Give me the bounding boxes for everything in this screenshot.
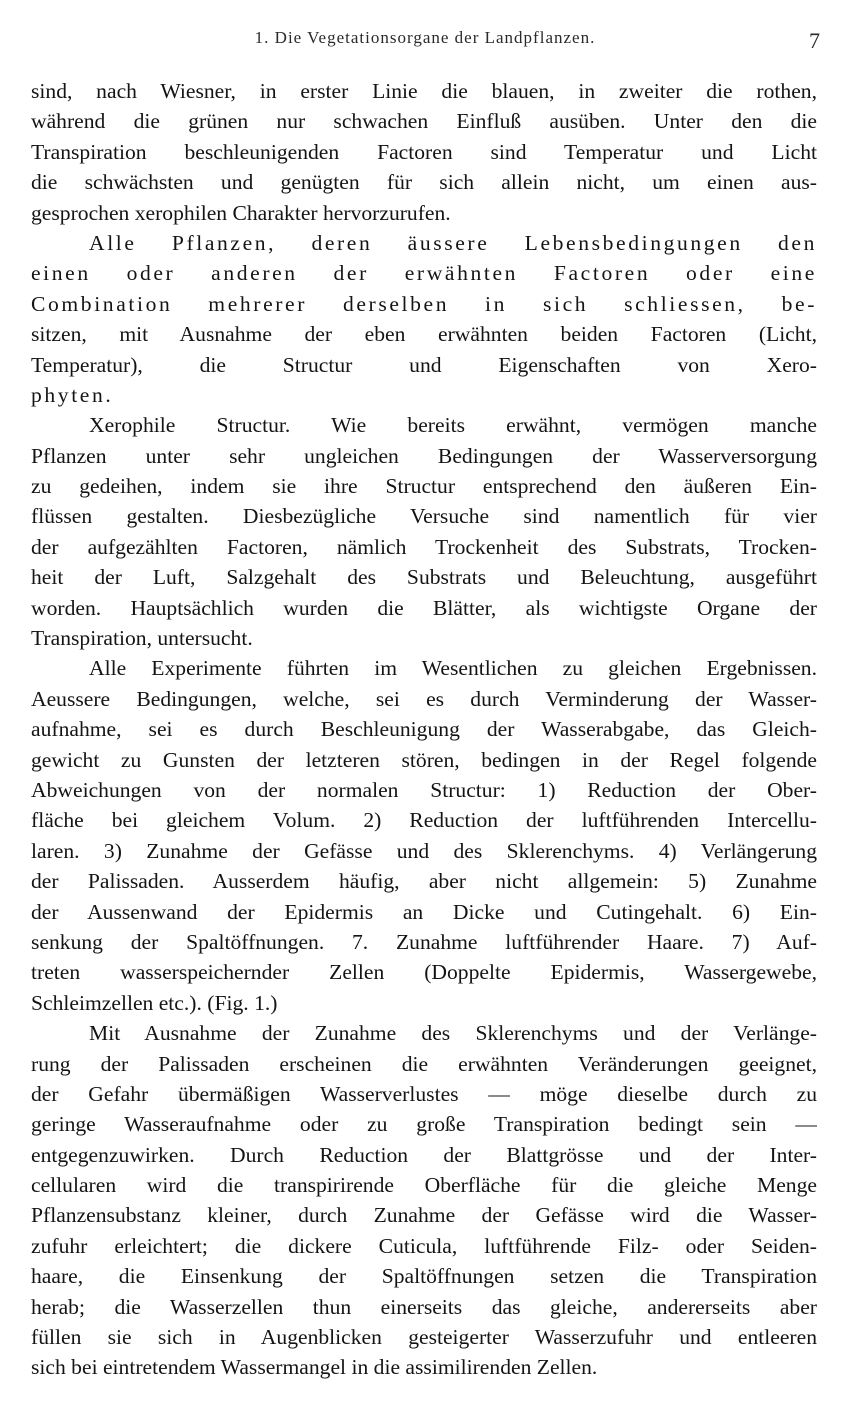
text-line: Transpiration, untersucht. xyxy=(31,626,253,651)
text-line: Abweichungen von der normalen Structur: 1) Reduction der Ober- xyxy=(31,777,817,802)
text-line: Alle Experimente führten im Wesentlichen zu gleichen Ergebnissen. xyxy=(89,656,817,681)
text-line: sind, nach Wiesner, in erster Linie die blauen, in zweiter die rothen, xyxy=(31,79,817,103)
text-line: fläche bei gleichem Volum. 2) Reduction der luftführenden Intercellu- xyxy=(31,808,817,833)
text-line: laren. 3) Zunahme der Gefässe und des Sklerenchyms. 4) Verlängerung xyxy=(31,838,817,863)
text-line: die schwächsten und genügten für sich allein nicht, um einen aus- xyxy=(31,170,817,195)
text-line: Aeussere Bedingungen, welche, sei es durch Verminderung der Wasser- xyxy=(31,686,817,711)
text-line: der Palissaden. Ausserdem häufig, aber nicht allgemein: 5) Zunahme xyxy=(31,869,817,894)
body-text xyxy=(31,76,817,1383)
text-line: Temperatur), die Structur und Eigenschaften von Xero- xyxy=(31,352,817,377)
text-line: geringe Wasseraufnahme oder zu große Transpiration bedingt sein — xyxy=(31,1112,817,1137)
text-line: einen oder anderen der erwähnten Factoren oder eine xyxy=(31,261,817,286)
text-line: Combination mehrerer derselben in sich schliessen, be- xyxy=(31,291,817,316)
text-line: füllen sie sich in Augenblicken gesteigerter Wasserzufuhr und entleeren xyxy=(31,1325,817,1350)
text-line: rung der Palissaden erscheinen die erwähnten Veränderungen geeignet, xyxy=(31,1051,817,1076)
text-line: während die grünen nur schwachen Einfluß ausüben. Unter den die xyxy=(31,109,817,134)
text-line: cellularen wird die transpirirende Oberfläche für die gleiche Menge xyxy=(31,1173,817,1198)
text-line: der aufgezählten Factoren, nämlich Trockenheit des Substrats, Trocken- xyxy=(31,534,817,559)
text-line: sitzen, mit Ausnahme der eben erwähnten beiden Factoren (Licht, xyxy=(31,322,817,347)
text-line: Alle Pflanzen, deren äussere Lebensbedingungen den xyxy=(89,230,817,255)
text-line: entgegenzuwirken. Durch Reduction der Blattgrösse und der Inter- xyxy=(31,1142,817,1167)
text-line: Schleimzellen etc.). (Fig. 1.) xyxy=(31,990,278,1015)
text-line: der Aussenwand der Epidermis an Dicke und Cutingehalt. 6) Ein- xyxy=(31,899,817,924)
text-line: der Gefahr übermäßigen Wasserverlustes — möge dieselbe durch zu xyxy=(31,1081,817,1106)
text-line: sich bei eintretendem Wassermangel in die assimilirenden Zellen. xyxy=(31,1355,598,1380)
text-line: Pflanzensubstanz kleiner, durch Zunahme der Gefässe wird die Wasser- xyxy=(31,1203,817,1228)
text-line: gesprochen xerophilen Charakter hervorzurufen. xyxy=(31,200,451,225)
text-line: Pflanzen unter sehr ungleichen Bedingungen der Wasserversorgung xyxy=(31,443,817,468)
text-line: Xerophile Structur. Wie bereits erwähnt, vermögen manche xyxy=(89,413,817,438)
text-line: phyten. xyxy=(31,382,114,407)
text-line: treten wasserspeichernder Zellen (Doppelte Epidermis, Wassergewebe, xyxy=(31,960,817,985)
text-line: heit der Luft, Salzgehalt des Substrats und Beleuchtung, ausgeführt xyxy=(31,565,817,590)
text-line: Transpiration beschleunigenden Factoren sind Temperatur und Licht xyxy=(31,139,817,164)
text-line: worden. Hauptsächlich wurden die Blätter, als wichtigste Organe der xyxy=(31,595,817,620)
text-line: zufuhr erleichtert; die dickere Cuticula, luftführende Filz- oder Seiden- xyxy=(31,1233,817,1258)
text-line: herab; die Wasserzellen thun einerseits das gleiche, andererseits aber xyxy=(31,1294,817,1319)
page-number: 7 xyxy=(809,28,820,53)
text-line: haare, die Einsenkung der Spaltöffnungen setzen die Transpiration xyxy=(31,1264,817,1289)
text-line: aufnahme, sei es durch Beschleunigung der Wasserabgabe, das Gleich- xyxy=(31,717,817,742)
text-line: gewicht zu Gunsten der letzteren stören, bedingen in der Regel folgende xyxy=(31,747,817,772)
running-title: 1. Die Vegetationsorgane der Landpflanzen. xyxy=(254,28,596,47)
text-line: flüssen gestalten. Diesbezügliche Versuche sind namentlich für vier xyxy=(31,504,817,529)
text-line: zu gedeihen, indem sie ihre Structur entsprechend den äußeren Ein- xyxy=(31,474,817,499)
text-line: Mit Ausnahme der Zunahme des Sklerenchyms und der Verlänge- xyxy=(89,1021,817,1046)
text-line: senkung der Spaltöffnungen. 7. Zunahme luftführender Haare. 7) Auf- xyxy=(31,929,817,954)
